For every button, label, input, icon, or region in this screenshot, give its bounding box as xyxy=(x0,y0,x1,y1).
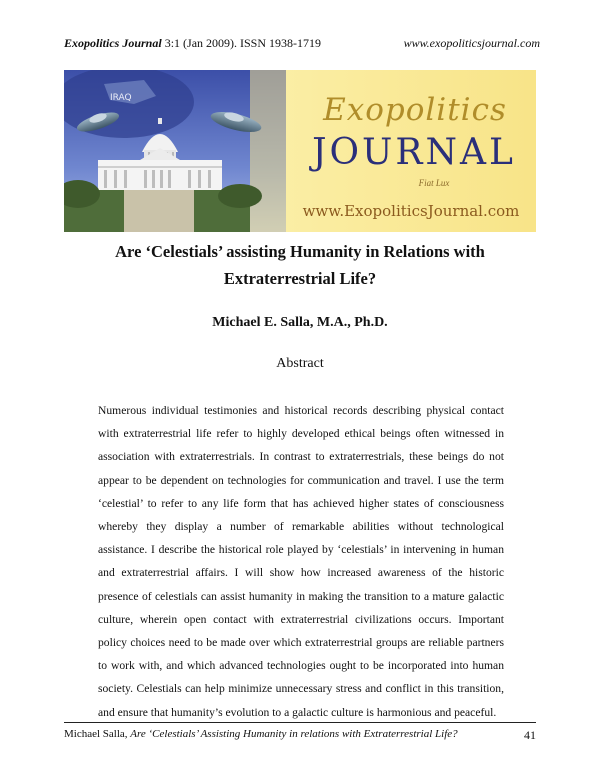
running-header xyxy=(64,36,540,52)
footer-divider xyxy=(64,722,536,723)
banner-url: www.ExopoliticsJournal.com xyxy=(302,202,520,220)
footer-author: Michael Salla, xyxy=(64,728,131,740)
banner-title-exopolitics: Exopolitics xyxy=(323,92,507,128)
capitol-ufo-image xyxy=(64,70,286,232)
issue-info: 3:1 (Jan 2009). ISSN 1938-1719 xyxy=(161,36,322,50)
article-author: Michael E. Salla, M.A., Ph.D. xyxy=(212,315,388,330)
banner-motto: Fiat Lux xyxy=(418,178,450,188)
footer-title: Are ‘Celestials’ Assisting Humanity in relations with Extraterrestrial Life? xyxy=(130,728,458,740)
journal-name: Exopolitics Journal xyxy=(64,36,162,50)
journal-website: www.exopoliticsjournal.com xyxy=(403,36,540,50)
article-title: Are ‘Celestials’ assisting Humanity in Relations with Extraterrestrial Life? xyxy=(115,242,485,288)
abstract-text: Numerous individual testimonies and historical records describing physical contact with extraterrestrial life refer to highly developed ethical beings often witnessed in association with extraterrestrials. In contrast to extraterrestrials, these beings do not appear to be dependent on technologies for communication and travel. I use the term ‘celestial’ to refer to any life form that has achieved higher states of consciousness whereby they display a number of remarkable abilities without technological assistance. I describe the historical role played by ‘celestials’ in intervening in human and extraterrestrial affairs. I will show how increased awareness of the historic presence of celestials can assist humanity in making the transition to a mature galactic culture, wherein open contact with extraterrestrial civilizations occurs. Important policy choices need to be made over which extraterrestrial groups are reliable partners to work with, and which advanced technologies ought to be incorporated into human society. Celestials can help minimize unnecessary stress and conflict in this transition, and ensure that humanity’s evolution to a galactic culture is harmonious and peaceful. xyxy=(98,404,504,719)
footer-citation xyxy=(64,728,458,740)
banner-title-journal: JOURNAL xyxy=(312,132,516,173)
journal-banner xyxy=(64,70,536,232)
page-number: 41 xyxy=(524,728,536,742)
journal-citation xyxy=(64,36,321,51)
abstract-heading: Abstract xyxy=(276,356,324,371)
running-footer xyxy=(64,728,536,742)
map-label-iraq: IRAQ xyxy=(110,93,132,103)
